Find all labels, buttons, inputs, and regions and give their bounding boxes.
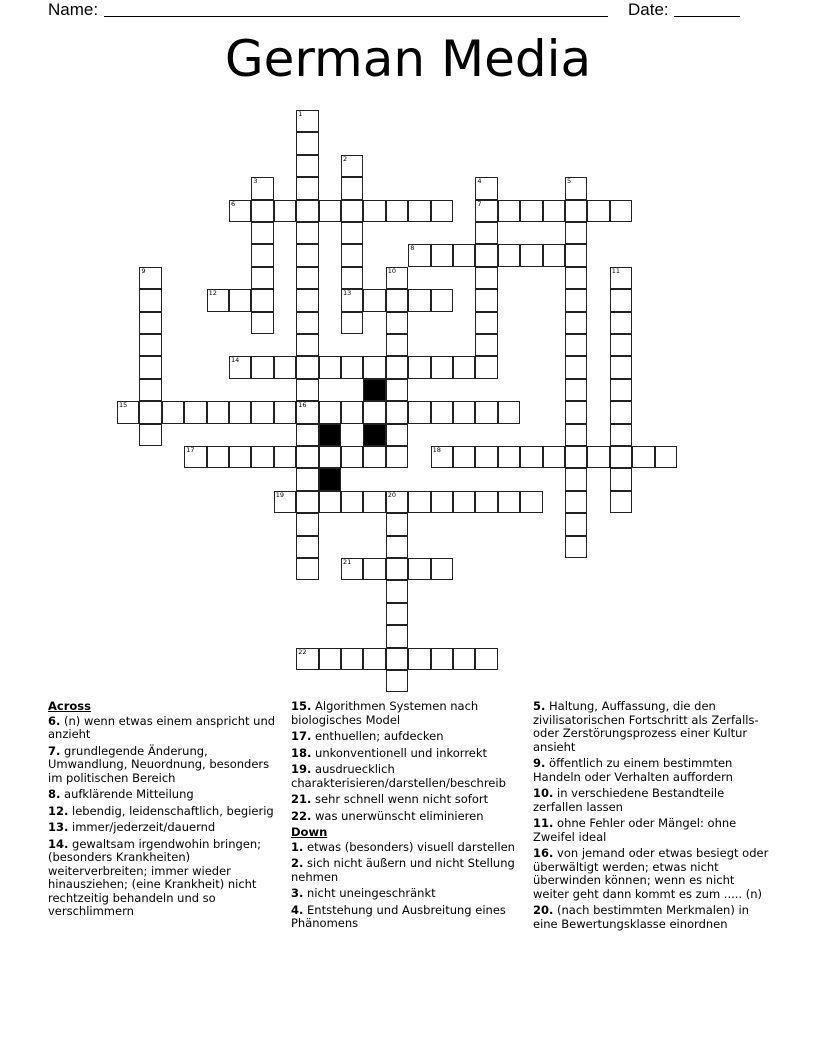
clue-text: enthuellen; aufdecken [311,729,444,743]
grid-cell[interactable] [363,446,385,468]
grid-cell[interactable] [386,670,408,692]
grid-cell[interactable] [162,401,184,423]
grid-cell[interactable] [610,491,632,513]
grid-cell[interactable] [565,401,587,423]
grid-cell[interactable] [587,446,609,468]
name-line[interactable] [104,16,608,17]
clue [48,715,282,742]
grid-cell[interactable] [229,446,251,468]
clue-num: 16. [533,846,554,860]
clue-text: ausdruecklich charakterisieren/darstellen/beschreib [291,762,506,790]
grid-cell[interactable] [386,603,408,625]
grid-cell[interactable] [363,289,385,311]
clue [533,787,769,814]
clue [48,805,282,819]
clue-text: nicht uneingeschränkt [303,886,436,900]
clue-text: etwas (besonders) visuell darstellen [303,839,515,854]
clue-num: 19. [291,762,312,776]
grid-cell[interactable] [274,446,296,468]
grid-cell[interactable] [296,289,318,311]
grid-cell[interactable] [565,267,587,289]
grid-cell[interactable] [520,244,542,266]
clue-num: 10. [533,786,554,800]
grid-cell[interactable] [386,356,408,378]
grid-cell[interactable] [475,401,497,423]
grid-cell[interactable] [341,267,363,289]
clue-num: 1. [291,839,304,854]
clue-number: 5 [567,177,572,186]
grid-cell[interactable] [296,536,318,558]
grid-cell[interactable] [475,177,497,199]
clue-text: gewaltsam irgendwohin bringen; (besonders Krankheiten) weiterverbreiten; immer wieder hinausziehen; (eine Krankheit) nicht rechtzeitig behandeln und so verschlimmern [48,836,262,918]
clue-text: immer/jederzeit/dauernd [68,820,216,834]
grid-cell[interactable] [139,267,161,289]
grid-cell[interactable] [363,558,385,580]
grid-cell[interactable] [184,446,206,468]
grid-block [319,424,341,446]
grid-cell[interactable] [251,244,273,266]
grid-cell[interactable] [341,401,363,423]
grid-cell[interactable] [610,267,632,289]
grid-cell[interactable] [498,401,520,423]
grid-cell[interactable] [386,558,408,580]
grid-cell[interactable] [475,222,497,244]
clue [48,745,282,786]
grid-cell[interactable] [363,401,385,423]
grid-cell[interactable] [296,110,318,132]
clue-number: 12 [208,289,217,298]
grid-cell[interactable] [386,536,408,558]
clue-text: grundlegende Änderung, Umwandlung, Neuordnung, besonders im politischen Bereich [48,743,270,785]
grid-cell[interactable] [386,334,408,356]
grid-cell[interactable] [296,379,318,401]
grid-cell[interactable] [251,446,273,468]
grid-cell[interactable] [139,312,161,334]
grid-cell[interactable] [431,289,453,311]
name-label: Name: [48,0,99,19]
grid-cell[interactable] [296,491,318,513]
clue-number: 9 [141,266,146,275]
clue-number: 22 [298,647,307,656]
grid-cell[interactable] [431,244,453,266]
grid-cell[interactable] [386,401,408,423]
grid-cell[interactable] [453,491,475,513]
grid-cell[interactable] [565,177,587,199]
grid-cell[interactable] [386,200,408,222]
grid-cell[interactable] [408,200,430,222]
grid-cell[interactable] [431,446,453,468]
clue-text: in verschiedene Bestandteile zerfallen lassen [533,786,725,814]
grid-cell[interactable] [296,648,318,670]
grid-cell[interactable] [139,424,161,446]
grid-cell[interactable] [139,289,161,311]
grid-cell[interactable] [475,356,497,378]
grid-cell[interactable] [565,424,587,446]
clue-num: 4. [291,902,304,917]
clue [533,757,769,784]
clue-num: 8. [48,787,61,801]
grid-cell[interactable] [386,513,408,535]
clue-text: öffentlich zu einem bestimmten Handeln oder Verhalten auffordern [533,756,733,784]
grid-cell[interactable] [296,132,318,154]
grid-cell[interactable] [565,244,587,266]
grid-cell[interactable] [251,401,273,423]
grid-cell[interactable] [610,200,632,222]
grid-cell[interactable] [565,379,587,401]
clue-number: 3 [253,177,258,186]
grid-cell[interactable] [475,244,497,266]
grid-cell[interactable] [184,401,206,423]
clue-num: 14. [48,836,69,851]
grid-cell[interactable] [475,491,497,513]
grid-cell[interactable] [386,491,408,513]
grid-cell[interactable] [610,379,632,401]
grid-cell[interactable] [229,401,251,423]
grid-cell[interactable] [341,312,363,334]
clue-number: 1 [298,110,303,118]
clue-column-3 [533,700,769,934]
clue-text: (nach bestimmten Merkmalen) in eine Bewertungsklasse einordnen [533,903,749,931]
grid-cell[interactable] [520,446,542,468]
clue-number: 4 [477,177,482,186]
grid-cell[interactable] [408,558,430,580]
grid-cell[interactable] [296,267,318,289]
grid-cell[interactable] [386,424,408,446]
grid-cell[interactable] [520,491,542,513]
grid-cell[interactable] [296,155,318,177]
grid-cell[interactable] [565,289,587,311]
grid-cell[interactable] [453,401,475,423]
grid-cell[interactable] [408,401,430,423]
grid-cell[interactable] [408,491,430,513]
grid-cell[interactable] [610,312,632,334]
clue [291,904,527,931]
clue [291,763,527,790]
grid-cell[interactable] [274,200,296,222]
grid-cell[interactable] [565,468,587,490]
grid-cell[interactable] [453,244,475,266]
grid-cell[interactable] [251,356,273,378]
grid-cell[interactable] [139,379,161,401]
clue-num: 22. [291,808,312,823]
grid-cell[interactable] [431,491,453,513]
grid-cell[interactable] [296,356,318,378]
clue [533,847,769,901]
grid-cell[interactable] [296,200,318,222]
grid-cell[interactable] [386,267,408,289]
grid-cell[interactable] [296,424,318,446]
clue [291,810,527,824]
grid-cell[interactable] [610,401,632,423]
clue-num: 9. [533,756,546,770]
across-heading: Across [48,699,91,713]
clue-num: 20. [533,903,554,917]
clue-text: unkonventionell und inkorrekt [311,745,488,760]
grid-cell[interactable] [296,177,318,199]
clue-text: was unerwünscht eliminieren [311,808,484,823]
clue-number: 18 [432,446,441,454]
clue [291,887,527,901]
grid-cell[interactable] [251,177,273,199]
grid-cell[interactable] [296,222,318,244]
clue-number: 10 [387,266,397,275]
grid-cell[interactable] [386,379,408,401]
grid-cell[interactable] [610,468,632,490]
grid-cell[interactable] [229,356,251,378]
grid-cell[interactable] [632,446,654,468]
clue-num: 6. [48,713,61,728]
grid-cell[interactable] [543,200,565,222]
grid-cell[interactable] [341,446,363,468]
grid-cell[interactable] [341,491,363,513]
grid-cell[interactable] [431,200,453,222]
grid-cell[interactable] [475,312,497,334]
date-label: Date: [628,0,669,19]
grid-cell[interactable] [251,312,273,334]
grid-cell[interactable] [565,222,587,244]
grid-cell[interactable] [610,446,632,468]
clue-number: 15 [119,401,128,410]
grid-cell[interactable] [655,446,677,468]
grid-cell[interactable] [296,244,318,266]
grid-cell[interactable] [386,446,408,468]
clue-number: 14 [231,356,240,365]
clue-number: 13 [343,289,352,298]
grid-cell[interactable] [587,200,609,222]
grid-cell[interactable] [341,648,363,670]
grid-cell[interactable] [341,356,363,378]
grid-cell[interactable] [408,648,430,670]
clue-number: 19 [275,490,285,499]
grid-cell[interactable] [565,513,587,535]
grid-cell[interactable] [475,446,497,468]
grid-cell[interactable] [341,200,363,222]
grid-cell[interactable] [431,558,453,580]
clue-num: 12. [48,803,69,818]
grid-cell[interactable] [453,648,475,670]
clue-num: 11. [533,816,554,830]
grid-cell[interactable] [296,446,318,468]
clue [291,857,527,884]
grid-cell[interactable] [431,401,453,423]
grid-cell[interactable] [139,334,161,356]
grid-cell[interactable] [498,446,520,468]
clue-num: 21. [291,792,312,806]
grid-cell[interactable] [431,356,453,378]
grid-cell[interactable] [386,648,408,670]
clue-number: 21 [343,558,352,566]
clue-text: Algorithmen Systemen nach biologisches Model [291,699,479,727]
grid-cell[interactable] [319,648,341,670]
grid-block [363,424,385,446]
grid-cell[interactable] [475,289,497,311]
grid-cell[interactable] [319,200,341,222]
clue-number: 16 [298,401,307,410]
grid-cell[interactable] [543,446,565,468]
grid-cell[interactable] [363,648,385,670]
grid-cell[interactable] [296,513,318,535]
grid-cell[interactable] [341,558,363,580]
date-line[interactable] [674,16,740,17]
grid-cell[interactable] [117,401,139,423]
clue-column-2 [291,700,527,934]
grid-cell[interactable] [498,491,520,513]
clue-text: Haltung, Auffassung, die den zivilisatorischen Fortschritt als Zerfalls- oder Zerstörungsprozess einer Kultur ansieht [533,699,759,754]
clue-text: aufklärende Mitteilung [60,787,194,801]
clue-text: sich nicht äußern und nicht Stellung nehmen [291,856,515,884]
page-title: German Media [224,30,592,88]
grid-cell[interactable] [386,289,408,311]
clue-column-1 [48,700,282,922]
clue-num: 2. [291,856,304,870]
grid-cell[interactable] [610,289,632,311]
grid-cell[interactable] [319,446,341,468]
clue-num: 17. [291,729,312,743]
clue-num: 13. [48,820,69,834]
clue [48,788,282,802]
grid-block [319,468,341,490]
grid-cell[interactable] [363,356,385,378]
grid-cell[interactable] [251,222,273,244]
clue-text: lebendig, leidenschaftlich, begierig [68,803,274,818]
grid-cell[interactable] [319,401,341,423]
clue-number: 11 [611,266,621,275]
grid-cell[interactable] [296,401,318,423]
grid-cell[interactable] [341,289,363,311]
grid-cell[interactable] [207,289,229,311]
grid-cell[interactable] [475,267,497,289]
grid-cell[interactable] [498,200,520,222]
clue-text: Entstehung und Ausbreitung eines Phänomens [291,902,506,930]
clue-number: 7 [477,199,482,208]
clue-num: 5. [533,699,546,713]
grid-cell[interactable] [139,356,161,378]
grid-cell[interactable] [565,446,587,468]
grid-block [363,379,385,401]
grid-cell[interactable] [296,468,318,490]
grid-cell[interactable] [251,289,273,311]
clue [291,747,527,761]
clue [291,793,527,807]
grid-cell[interactable] [498,244,520,266]
clue [533,700,769,754]
grid-cell[interactable] [610,424,632,446]
down-heading: Down [291,825,328,839]
clue [533,817,769,844]
clue [291,730,527,744]
grid-cell[interactable] [475,334,497,356]
grid-cell[interactable] [274,356,296,378]
clue [291,841,527,855]
grid-cell[interactable] [610,334,632,356]
grid-cell[interactable] [565,491,587,513]
grid-cell[interactable] [341,222,363,244]
clue-text: sehr schnell wenn nicht sofort [311,792,489,806]
clue-num: 7. [48,743,61,758]
grid-cell[interactable] [475,200,497,222]
clue-number: 6 [231,199,236,208]
grid-cell[interactable] [274,401,296,423]
clue [48,821,282,835]
grid-cell[interactable] [565,334,587,356]
grid-cell[interactable] [341,177,363,199]
grid-cell[interactable] [453,446,475,468]
grid-cell[interactable] [251,200,273,222]
clue-number: 20 [387,490,397,499]
grid-cell[interactable] [386,580,408,602]
grid-cell[interactable] [319,491,341,513]
grid-cell[interactable] [408,356,430,378]
grid-cell[interactable] [139,401,161,423]
grid-cell[interactable] [296,558,318,580]
grid-cell[interactable] [341,155,363,177]
clue-num: 15. [291,699,312,713]
grid-cell[interactable] [431,648,453,670]
clue-num: 18. [291,745,312,760]
grid-cell[interactable] [565,200,587,222]
grid-cell[interactable] [386,625,408,647]
grid-cell[interactable] [207,446,229,468]
clue [533,904,769,931]
clue-text: von jemand oder etwas besiegt oder überwältigt werden; etwas nicht überwinden können; wenn es nicht weiter geht dann kommt es zum ..... (n) [533,846,769,901]
grid-cell[interactable] [565,356,587,378]
grid-cell[interactable] [296,334,318,356]
grid-cell[interactable] [386,312,408,334]
grid-cell[interactable] [229,289,251,311]
clue-text: (n) wenn etwas einem anspricht und anzieht [48,713,276,741]
grid-cell[interactable] [475,648,497,670]
clue [48,838,282,919]
grid-cell[interactable] [565,536,587,558]
grid-cell[interactable] [543,244,565,266]
grid-cell[interactable] [453,356,475,378]
grid-cell[interactable] [274,491,296,513]
grid-cell[interactable] [319,356,341,378]
clue [291,700,527,727]
grid-cell[interactable] [520,200,542,222]
grid-cell[interactable] [610,356,632,378]
grid-cell[interactable] [296,312,318,334]
grid-cell[interactable] [363,200,385,222]
clue-num: 3. [291,886,304,900]
grid-cell[interactable] [341,244,363,266]
grid-cell[interactable] [251,267,273,289]
grid-cell[interactable] [408,289,430,311]
grid-cell[interactable] [363,491,385,513]
grid-cell[interactable] [565,312,587,334]
grid-cell[interactable] [207,401,229,423]
clue-number: 8 [410,244,415,253]
clue-text: ohne Fehler oder Mängel: ohne Zweifel ideal [533,816,737,844]
grid-cell[interactable] [229,200,251,222]
clue-number: 2 [343,154,348,163]
clue-number: 17 [186,446,195,454]
grid-cell[interactable] [408,244,430,266]
